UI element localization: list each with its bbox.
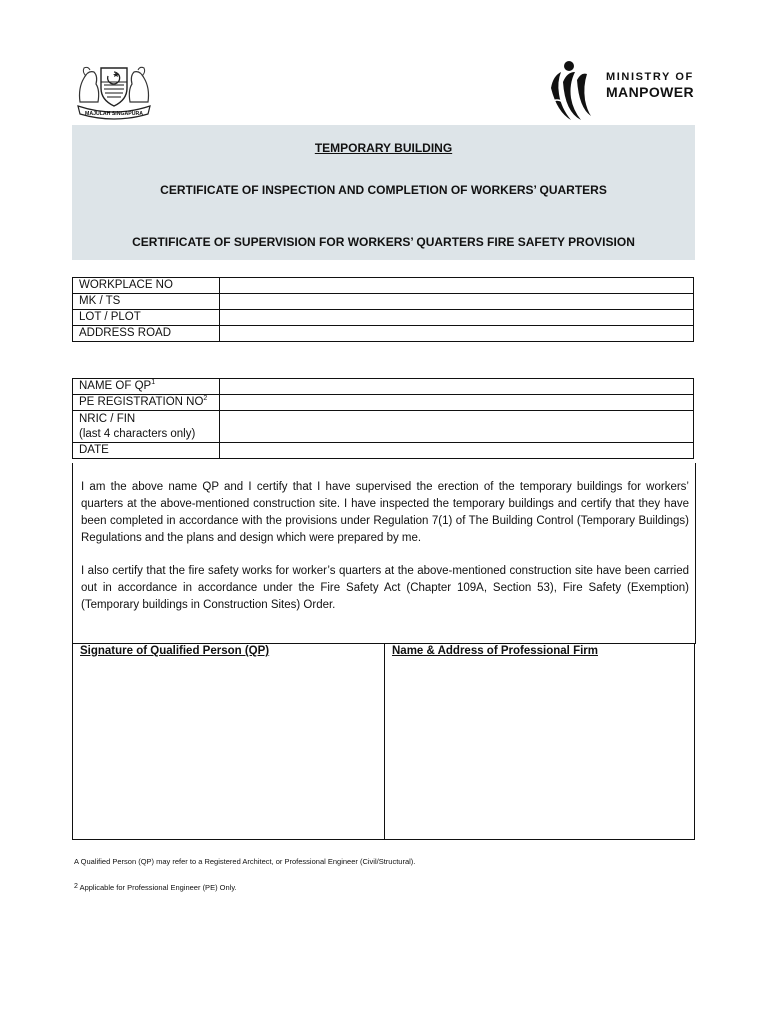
address-road-field[interactable]	[220, 326, 694, 342]
qp-signature-area[interactable]	[73, 644, 385, 839]
ministry-line2: MANPOWER	[606, 84, 694, 100]
certification-paragraph-2: I also certify that the fire safety works for worker’s quarters at the above-mentioned construction site have been carried out in accordance in accordance under the Fire Safety Act (Chapter 109A, Section 53), Fire Safety (Exemption) (Temporary buildings in Construction Sites) Order.	[81, 565, 689, 611]
professional-firm-area[interactable]	[385, 644, 694, 839]
pe-registration-field[interactable]	[220, 395, 694, 411]
ministry-name	[606, 70, 694, 100]
table-row	[73, 411, 694, 443]
mk-ts-field[interactable]	[220, 294, 694, 310]
lot-plot-label: LOT / PLOT	[73, 310, 220, 326]
workplace-no-label: WORKPLACE NO	[73, 278, 220, 294]
footnote-2	[74, 883, 237, 892]
qp-name-label-text: NAME OF QP	[79, 380, 152, 392]
table-row	[73, 278, 694, 294]
footnote-2-marker: 2	[74, 883, 78, 890]
certification-statement	[72, 463, 696, 644]
signature-section	[72, 643, 695, 840]
nric-fin-sublabel: (last 4 characters only)	[79, 427, 196, 440]
site-details-table	[72, 277, 694, 342]
singapore-crest-logo	[74, 58, 154, 120]
table-row	[73, 395, 694, 411]
table-row	[73, 379, 694, 395]
table-row	[73, 443, 694, 459]
pe-registration-label	[73, 395, 220, 411]
footnote-1: A Qualified Person (QP) may refer to a Registered Architect, or Professional Engineer (Civil/Structural).	[74, 857, 416, 866]
qp-signature-heading: Signature of Qualified Person (QP)	[80, 645, 270, 657]
date-label: DATE	[73, 443, 220, 459]
date-field[interactable]	[220, 443, 694, 459]
lot-plot-field[interactable]	[220, 310, 694, 326]
table-row	[73, 294, 694, 310]
qp-name-field[interactable]	[220, 379, 694, 395]
footnote-ref-1: 1	[151, 379, 156, 386]
qp-details-table	[72, 378, 694, 459]
mk-ts-label: MK / TS	[73, 294, 220, 310]
nric-fin-field[interactable]	[220, 411, 694, 443]
footnote-ref-2: 2	[203, 395, 208, 402]
table-row	[73, 310, 694, 326]
nric-fin-label	[73, 411, 220, 443]
address-road-label: ADDRESS ROAD	[73, 326, 220, 342]
crest-motto: MAJULAH SINGAPURA	[85, 111, 143, 117]
qp-name-label	[73, 379, 220, 395]
certification-paragraph-1: I am the above name QP and I certify that I have supervised the erection of the temporary buildings for workers’ quarters at the above-mentioned construction site. I have inspected the temporary buildings and certify that they have been completed in accordance with the provisions under Regulation 7(1) of The Building Control (Temporary Buildings) Regulations and the plans and design which were prepared by me.	[81, 481, 689, 544]
footnote-2-text: Applicable for Professional Engineer (PE) Only.	[77, 883, 237, 892]
pe-registration-label-text: PE REGISTRATION NO	[79, 396, 204, 408]
nric-fin-label-text: NRIC / FIN	[79, 412, 136, 425]
title-inspection-certificate: CERTIFICATE OF INSPECTION AND COMPLETION OF WORKERS’ QUARTERS	[160, 183, 607, 197]
workplace-no-field[interactable]	[220, 278, 694, 294]
professional-firm-heading: Name & Address of Professional Firm	[392, 645, 598, 657]
title-band	[72, 125, 695, 260]
ministry-line1: MINISTRY OF	[606, 71, 694, 83]
table-row	[73, 326, 694, 342]
title-temporary-building: TEMPORARY BUILDING	[314, 141, 453, 155]
title-supervision-certificate: CERTIFICATE OF SUPERVISION FOR WORKERS’ QUARTERS FIRE SAFETY PROVISION	[132, 235, 635, 249]
